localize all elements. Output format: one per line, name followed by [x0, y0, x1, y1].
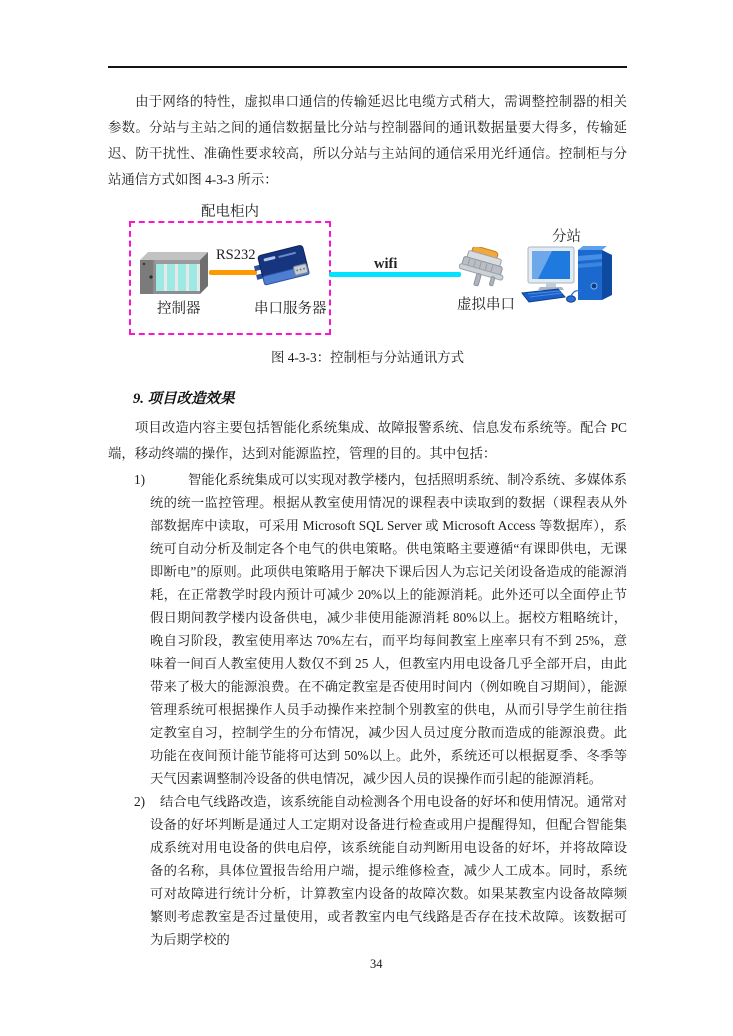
- controller-label: 控制器: [157, 301, 201, 317]
- serial-server-label: 串口服务器: [254, 301, 327, 317]
- virtual-serial-label: 虚拟串口: [457, 297, 515, 313]
- substation-label: 分站: [552, 229, 581, 245]
- substation-computer-icon: [520, 242, 616, 306]
- wifi-label: wifi: [374, 256, 398, 272]
- section-heading: 9. 项目改造效果: [133, 391, 235, 407]
- list-item-2-number: 2): [134, 794, 146, 809]
- serial-server-icon: [251, 242, 317, 292]
- rs232-cable-line: [209, 270, 257, 275]
- intro-paragraph-text: 由于网络的特性，虚拟串口通信的传输延迟比电缆方式稍大，需调整控制器的相关参数。分站与主站之间的通信数据量比分站与控制器间的通讯数据量要大得多，传输延迟、防干扰性、准确性要求较高，所以分站与主站间的通信采用光纤通信。控制柜与分站通信方式如图 4-3-3 所示：: [108, 94, 627, 187]
- numbered-list: [108, 468, 627, 951]
- page-number: 34: [370, 957, 383, 971]
- wifi-link-line: [329, 272, 461, 277]
- plc-controller-icon: [136, 250, 210, 296]
- list-item-2-text: 结合电气线路改造，该系统能自动检测各个用电设备的好坏和使用情况。通常对设备的好坏判断是通过人工定期对设备进行检查或用户提醒得知，但配合智能集成系统对用电设备的供电启停，该系统能自动判断用电设备的好坏，并将故障设备的名称，具体位置报告给用户端，提示维修检查，减少人工成本。同时，系统可对故障进行统计分析，计算教室内设备的故障次数。如果某教室内设备故障频繁则考虑教室是否过量使用，或者教室内电气线路是否存在技术故障。该数据可为后期学校的: [150, 794, 627, 947]
- list-item-1: [108, 468, 627, 790]
- serial-connector-icon: [459, 247, 509, 293]
- section-intro-paragraph: [108, 415, 627, 467]
- header-divider: [108, 66, 627, 68]
- intro-paragraph: [108, 89, 627, 193]
- rs232-label: RS232: [216, 247, 256, 263]
- list-item-1-text: 智能化系统集成可以实现对教学楼内，包括照明系统、制冷系统、多媒体系统的统一监控管理。根据从教室使用情况的课程表中读取到的数据（课程表从外部数据库中读取，可采用 Microsoft SQL Server 或 Microsoft Access 等数据库），系统可自动分析及制定各个电气的供电策略。供电策略主要遵循“有课即供电，无课即断电”的原则。此项供电策略用于解决下课后因人为忘记关闭设备造成的能源消耗，在正常教学时段内预计可减少 20%以上的能源消耗。此外还可以全面停止节假日期间教学楼内设备供电，减少非使用能源消耗 80%以上。据校方粗略统计，晚自习阶段，教室使用率达 70%左右，而平均每间教室上座率只有不到 25%，意味着一间百人教室使用人数仅不到 25 人，但教室内用电设备几乎全部开启，由此带来了极大的能源浪费。在不确定教室是否使用时间内（例如晚自习期间），能源管理系统可根据操作人员手动操作来控制个别教室的供电，从而引导学生前往指定教室自习，控制学生的分布情况，减少因人员过度分散而造成的能源浪费。此功能在夜间预计能节能将可达到 50%以上。此外，系统还可以根据夏季、冬季等天气因素调整制冷设备的供电情况，减少因人员的误操作而引起的能源消耗。: [150, 472, 627, 786]
- list-item-1-number: 1): [134, 472, 146, 487]
- list-item-2: [108, 790, 627, 951]
- communication-diagram: [0, 198, 733, 348]
- figure-caption: 图 4-3-3：控制柜与分站通讯方式: [270, 350, 465, 365]
- cabinet-label: 配电柜内: [201, 204, 259, 220]
- section-intro-text: 项目改造内容主要包括智能化系统集成、故障报警系统、信息发布系统等。配合 PC 端，移动终端的操作，达到对能源监控，管理的目的。其中包括：: [108, 420, 627, 461]
